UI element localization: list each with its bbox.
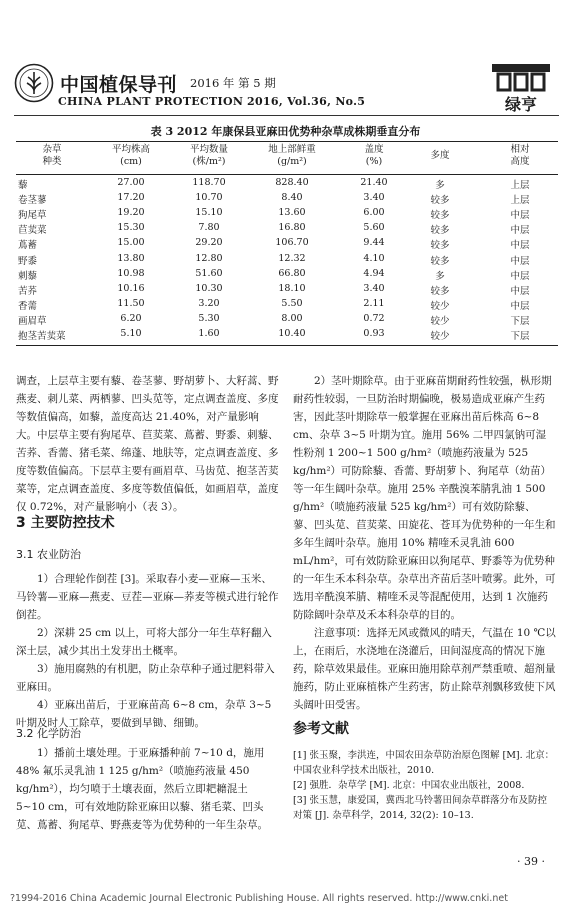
table-cell: 中层 xyxy=(510,225,530,237)
col-header-count: 平均数量 (株/m²) xyxy=(189,144,228,167)
paragraph: 1）合理轮作倒茬 [3]。采取春小麦—亚麻—玉米、马铃薯—亚麻—燕麦、豆茬—亚麻—荞麦等模式进行轮作倒茬。 xyxy=(16,573,279,621)
table-cell: 画眉草 xyxy=(18,315,47,327)
table-cell: 10.70 xyxy=(195,192,223,204)
table-cell: 16.80 xyxy=(278,222,306,234)
table-cell: 12.80 xyxy=(195,252,223,264)
table-cell: 9.44 xyxy=(363,237,385,249)
table-row xyxy=(16,268,558,282)
paragraph: 1）播前土壤处理。于亚麻播种前 7~10 d，施用 48% 氟乐灵乳油 1 125 g/hm²（喷施药液量 450 kg/hm²），均匀喷于土壤表面，然后立即耙耱混土 5~10 cm，可有效地防除亚麻田以藜、猪毛菜、凹头苋、蔦蓄、狗尾草、野燕麦等为优势种的一年生杂草。 xyxy=(16,747,268,831)
paragraph: 调查，上层草主要有藜、卷茎蓼、野胡萝卜、大籽蒿、野燕麦、刺儿菜、两栖蓼、凹头苋等，定点调查盖度、多度等数值偏高，如藜，盖度高达 21.40%，对产量影响大。中层草主要有狗尾草、苣荬菜、蔦蓄、野黍、刺藜、苦荞、香薷、猪毛菜、绵蓬、地肤等，定点调查盖度、多度等数值偏高。下层草主要有画眉草、马齿苋、抱茎苦荬菜等，定点调查盖度、多度等数值偏低，如画眉草，盖度仅 0.72%，对产量影响小（表 3）。 xyxy=(16,375,279,513)
table-top-rule xyxy=(16,141,558,142)
table-cell: 21.40 xyxy=(360,177,388,188)
table-cell: 15.30 xyxy=(117,222,145,234)
table-cell: 106.70 xyxy=(275,237,309,249)
table-cell: 3.40 xyxy=(363,192,385,204)
table-cell: 6.00 xyxy=(363,207,385,219)
table-cell: 3.40 xyxy=(363,282,385,294)
copyright-footer: ?1994-2016 China Academic Journal Electronic Publishing House. All rights reserved. http://www.cnki.net xyxy=(10,893,508,904)
paragraph: 4）亚麻出苗后，于亚麻苗高 6~8 cm，杂草 3~5 叶期及时人工除草，要做到早锄、细锄。 xyxy=(16,699,272,729)
table-row xyxy=(16,313,558,327)
right-column xyxy=(293,372,556,714)
subsection-heading: 3.1 农业防治 xyxy=(16,548,81,561)
table-cell: 0.72 xyxy=(363,312,385,324)
table-cell: 苣荬菜 xyxy=(18,225,47,237)
reference-item: [2] 强胜．杂草学 [M]. 北京：中国农业出版社，2008. xyxy=(293,780,525,791)
table-cell: 5.30 xyxy=(198,312,220,324)
table-cell: 较多 xyxy=(430,240,450,252)
table-cell: 藜 xyxy=(18,180,28,191)
table-caption: 表 3 2012 年康保县亚麻田优势种杂草成株期垂直分布 xyxy=(150,125,421,138)
reference-item: [3] 张玉慧，康爱国，冀西北马铃薯田间杂草群落分布及防控对策 [J]. 杂草科学，2014, 32(2): 10–13. xyxy=(293,795,547,821)
table-cell: 828.40 xyxy=(275,177,309,188)
references-heading: 参考文献 xyxy=(293,721,349,737)
table-cell: 较多 xyxy=(430,255,450,267)
table-cell: 15.00 xyxy=(117,237,145,249)
table-cell: 11.50 xyxy=(117,297,145,309)
table-header-rule xyxy=(16,174,558,175)
col-header-species: 杂草 种类 xyxy=(42,144,62,167)
left-column xyxy=(16,372,279,516)
table-cell: 较多 xyxy=(430,195,450,207)
table-row xyxy=(16,237,558,251)
table-cell: 118.70 xyxy=(192,177,226,188)
table-row xyxy=(16,222,558,236)
table-cell: 66.80 xyxy=(278,267,306,279)
table-bottom-rule xyxy=(16,345,558,346)
table-row xyxy=(16,253,558,267)
table-cell: 中层 xyxy=(510,270,530,282)
table-cell: 较多 xyxy=(430,225,450,237)
table-cell: 15.10 xyxy=(195,207,223,219)
table-cell: 10.16 xyxy=(117,282,145,294)
table-row xyxy=(16,207,558,221)
subsection-heading: 3.2 化学防治 xyxy=(16,727,81,740)
table-cell: 较多 xyxy=(430,210,450,222)
table-cell: 5.10 xyxy=(120,328,142,339)
table-cell: 3.20 xyxy=(198,297,220,309)
col-header-rel-height: 相对 高度 xyxy=(510,144,530,167)
brand-logo xyxy=(488,62,554,112)
table-cell: 18.10 xyxy=(278,282,306,294)
col-header-weight: 地上部鲜重 (g/m²) xyxy=(268,144,316,167)
table-cell: 中层 xyxy=(510,255,530,267)
table-cell: 17.20 xyxy=(117,192,145,204)
table-cell: 4.10 xyxy=(363,252,385,264)
table-cell: 8.00 xyxy=(281,312,303,324)
table-cell: 2.11 xyxy=(363,297,385,309)
table-row xyxy=(16,328,558,342)
table-cell: 29.20 xyxy=(195,237,223,249)
table-cell: 野黍 xyxy=(18,255,38,267)
table-cell: 5.50 xyxy=(281,297,303,309)
table-cell: 较多 xyxy=(430,285,450,297)
table-cell: 12.32 xyxy=(278,252,306,264)
paragraph: 3）施用腐熟的有机肥，防止杂草种子通过肥料带入亚麻田。 xyxy=(16,663,275,693)
table-cell: 19.20 xyxy=(117,207,145,219)
brand-text: 绿亨 xyxy=(504,95,537,114)
table-cell: 10.30 xyxy=(195,282,223,294)
table-cell: 0.93 xyxy=(363,328,385,339)
reference-item: [1] 张玉聚，李洪连，中国农田杂草防治原色图解 [M]. 北京：中国农业科学技术出版社，2010. xyxy=(293,750,555,776)
references-list xyxy=(293,748,556,823)
table-cell: 较少 xyxy=(430,331,450,342)
table-cell: 较少 xyxy=(430,315,450,327)
table-cell: 多 xyxy=(435,270,445,282)
journal-title-cn: 中国植保导刊 xyxy=(60,74,178,96)
section-heading: 3 主要防控技术 xyxy=(16,515,115,531)
table-cell: 中层 xyxy=(510,240,530,252)
table-cell: 4.94 xyxy=(363,267,385,279)
table-cell: 5.60 xyxy=(363,222,385,234)
table-cell: 多 xyxy=(435,180,445,191)
table-cell: 上层 xyxy=(510,180,530,191)
table-cell: 中层 xyxy=(510,285,530,297)
table-cell: 下层 xyxy=(510,331,530,342)
col-header-abundance: 多度 xyxy=(430,150,450,161)
table-row xyxy=(16,192,558,206)
journal-logo-icon xyxy=(14,63,54,103)
table-cell: 中层 xyxy=(510,300,530,312)
table-cell: 7.80 xyxy=(198,222,220,234)
paragraph: 2）深耕 25 cm 以上，可将大部分一年生草籽翻入深土层，减少其出土发芽出土概率。 xyxy=(16,627,272,657)
table-cell: 13.60 xyxy=(278,207,306,219)
left-column-b xyxy=(16,570,279,732)
table-cell: 刺藜 xyxy=(18,270,38,282)
brand-mark-icon xyxy=(488,62,554,92)
table-cell: 狗尾草 xyxy=(18,210,47,222)
table-cell: 香薷 xyxy=(18,300,38,312)
table-cell: 13.80 xyxy=(117,252,145,264)
header-rule xyxy=(14,115,559,116)
table-cell: 1.60 xyxy=(198,328,220,339)
paragraph: 注意事项：选择无风或微风的晴天，气温在 10 ℃以上，在雨后，水浇地在浇灌后，田间湿度高的情况下施药，除草效果最佳。亚麻田施用除草剂严禁重喷、超剂量施药，防止亚麻植株产生药害，防止除草剂飘移致使下风头阔叶田受害。 xyxy=(293,627,556,711)
left-column-c xyxy=(16,744,279,834)
table-cell: 6.20 xyxy=(120,312,142,324)
table-cell: 卷茎蓼 xyxy=(18,195,47,207)
col-header-height: 平均株高 (cm) xyxy=(111,144,150,167)
table-cell: 蔦蓄 xyxy=(18,240,38,252)
table-cell: 中层 xyxy=(510,210,530,222)
table-row xyxy=(16,298,558,312)
table-row xyxy=(16,177,558,191)
table-cell: 51.60 xyxy=(195,267,223,279)
table-cell: 8.40 xyxy=(281,192,303,204)
page-number: · 39 · xyxy=(517,855,545,868)
issue-cn: 2016 年 第 5 期 xyxy=(190,76,276,90)
table-cell: 抱茎苦荬菜 xyxy=(18,331,66,342)
table-row xyxy=(16,283,558,297)
table-cell: 10.40 xyxy=(278,328,306,339)
table-cell: 27.00 xyxy=(117,177,145,188)
table-cell: 10.98 xyxy=(117,267,145,279)
table-cell: 苦荞 xyxy=(18,285,38,297)
journal-title-en: CHINA PLANT PROTECTION 2016, Vol.36, No.5 xyxy=(58,95,366,108)
col-header-cover: 盖度 (%) xyxy=(364,144,384,167)
paragraph: 2）茎叶期除草。由于亚麻苗期耐药性较强，枞形期耐药性较弱，一旦防治时期偏晚，极易造成亚麻产生药害，因此茎叶期除草一般掌握在亚麻出苗后株高 6~8 cm、杂草 3~5 叶期为宜。施用 56% 二甲四氯钠可湿性粉剂 1 200~1 500 g/hm²（喷施药液量为 525 kg/hm²）可防除藜、香薷、野胡萝卜、狗尾草（幼苗）等一年生阔叶杂草。施用 25% 辛酰溴苯腈乳油 1 500 g/hm²（喷施药液量 525 kg/hm²）可有效防除藜、蓼、凹头苋、苣荬菜、田旋花、苍耳为优势种的一年生和多年生阔叶杂草。施用 10% 精喹禾灵乳油 600 mL/hm²，可有效防除亚麻田以狗尾草、野黍等为优势种的一年生禾本科杂草。杂草出齐苗后茎叶喷雾。此外，可选用辛酰溴苯腈、精喹禾灵等混配使用，达到 1 次施药防除阔叶杂草及禾本科杂草的目的。 xyxy=(293,375,556,621)
table-cell: 下层 xyxy=(510,315,530,327)
table-cell: 较少 xyxy=(430,300,450,312)
table-cell: 上层 xyxy=(510,195,530,207)
